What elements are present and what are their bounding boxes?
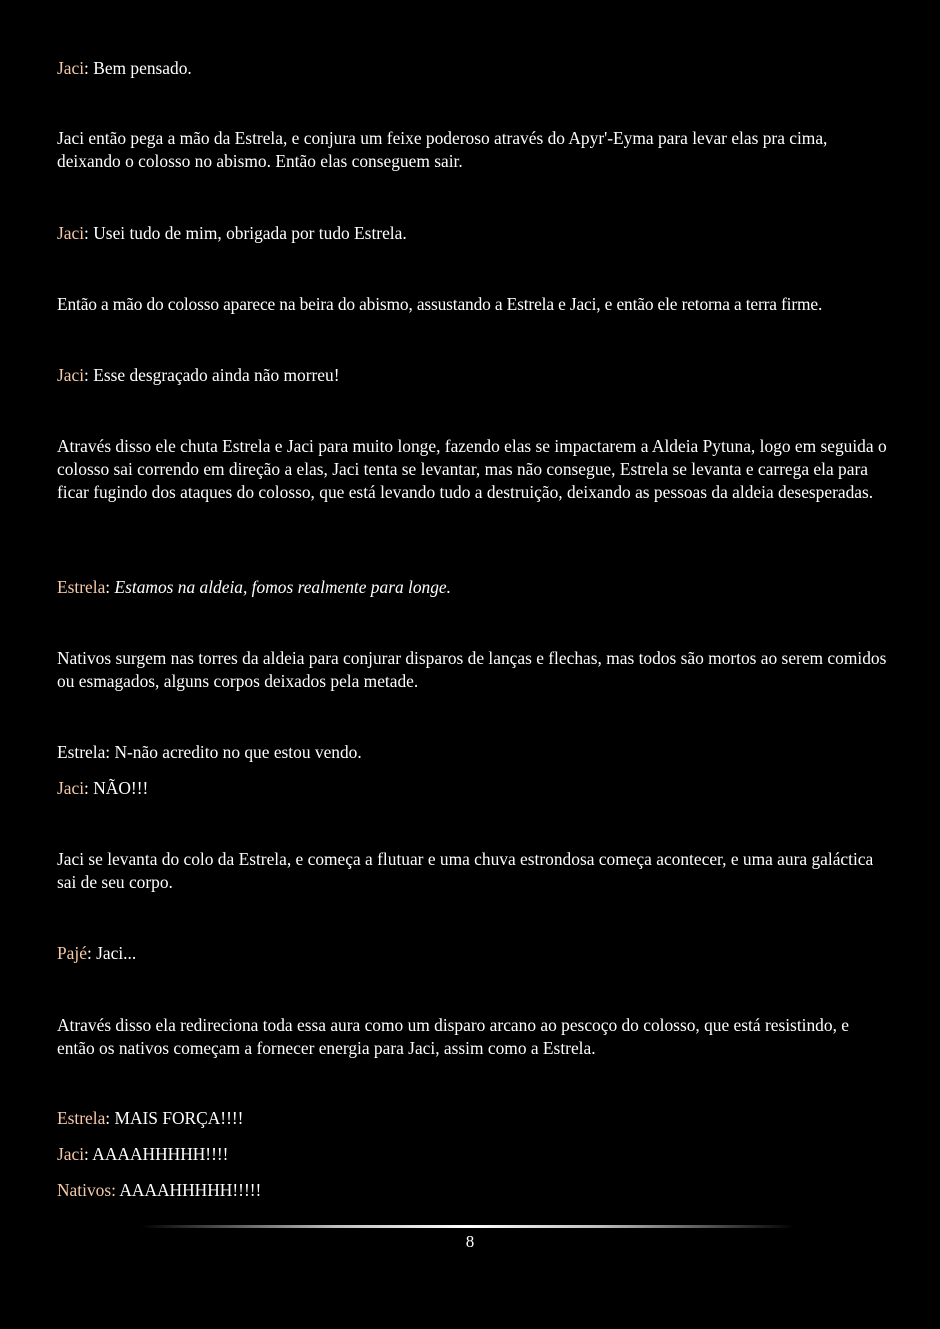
narration-paragraph: Através disso ele chuta Estrela e Jaci para muito longe, fazendo elas se impactarem a Aldeia Pytuna, logo em seguida o colosso sai correndo em direção a elas, Jaci tenta se levantar, mas não consegue, Estrela se levanta e carrega ela para ficar fugindo dos ataques do colosso, que está levando tudo a destruição, deixando as pessoas da aldeia desesperadas. [57,436,887,502]
narration-paragraph: Então a mão do colosso aparece na beira do abismo, assustando a Estrela e Jaci, e então ele retorna a terra firme. [57,294,823,314]
narration-line: Estrela: N-não acredito no que estou vendo. [57,742,362,762]
dialogue-text: AAAAHHHHH!!!!! [115,1180,262,1200]
speaker-name: Jaci [57,58,85,78]
dialogue-text: AAAAHHHHH!!!! [88,1144,229,1164]
speaker-name: Pajé [57,943,87,963]
speaker-name: Jaci [57,223,85,243]
footer-divider [140,1225,795,1228]
dialogue-text: Jaci... [91,943,137,963]
dialogue-line [57,1179,887,1202]
speaker-name: Estrela [57,1108,106,1128]
dialogue-line: Estrela: MAIS FORÇA!!!! [57,1108,244,1128]
dialogue-text: Esse desgraçado ainda não morreu! [88,365,340,385]
dialogue-line: Jaci: Bem pensado. [57,58,192,78]
dialogue-line: Estrela: Estamos na aldeia, fomos realmente para longe. [57,577,451,597]
speaker-name: Estrela [57,577,106,597]
dialogue-text: NÃO!!! [88,778,149,798]
dialogue-line: Jaci: Esse desgraçado ainda não morreu! [57,365,340,385]
dialogue-line: Pajé: Jaci... [57,943,137,963]
narration-paragraph: Jaci então pega a mão da Estrela, e conjura um feixe poderoso através do Apyr'-Eyma para levar elas pra cima, deixando o colosso no abismo. Então elas conseguem sair. [57,128,828,171]
dialogue-text: MAIS FORÇA!!!! [110,1108,244,1128]
dialogue-line: Jaci: AAAAHHHHH!!!! [57,1144,229,1164]
dialogue-text: Bem pensado. [88,58,192,78]
dialogue-text: Usei tudo de mim, obrigada por tudo Estrela. [88,223,407,243]
speaker-name: Jaci [57,365,85,385]
speaker-name: Jaci [57,1144,85,1164]
narration-paragraph: Jaci se levanta do colo da Estrela, e começa a flutuar e uma chuva estrondosa começa acontecer, e uma aura galáctica sai de seu corpo. [57,849,874,892]
dialogue-text: Estamos na aldeia, fomos realmente para longe. [114,577,451,597]
narration-paragraph: Através disso ela redireciona toda essa aura como um disparo arcano ao pescoço do colosso, que está resistindo, e então os nativos começam a fornecer energia para Jaci, assim como a Estrela. [57,1015,849,1058]
speaker-name: Jaci [57,778,85,798]
speaker-name: Nativos: [57,1180,116,1200]
dialogue-line: Jaci: Usei tudo de mim, obrigada por tudo Estrela. [57,223,407,243]
narration-paragraph: Nativos surgem nas torres da aldeia para conjurar disparos de lanças e flechas, mas todos são mortos ao serem comidos ou esmagados, alguns corpos deixados pela metade. [57,648,887,691]
dialogue-line: Jaci: NÃO!!! [57,778,149,798]
page-number: 8 [465,1232,475,1251]
